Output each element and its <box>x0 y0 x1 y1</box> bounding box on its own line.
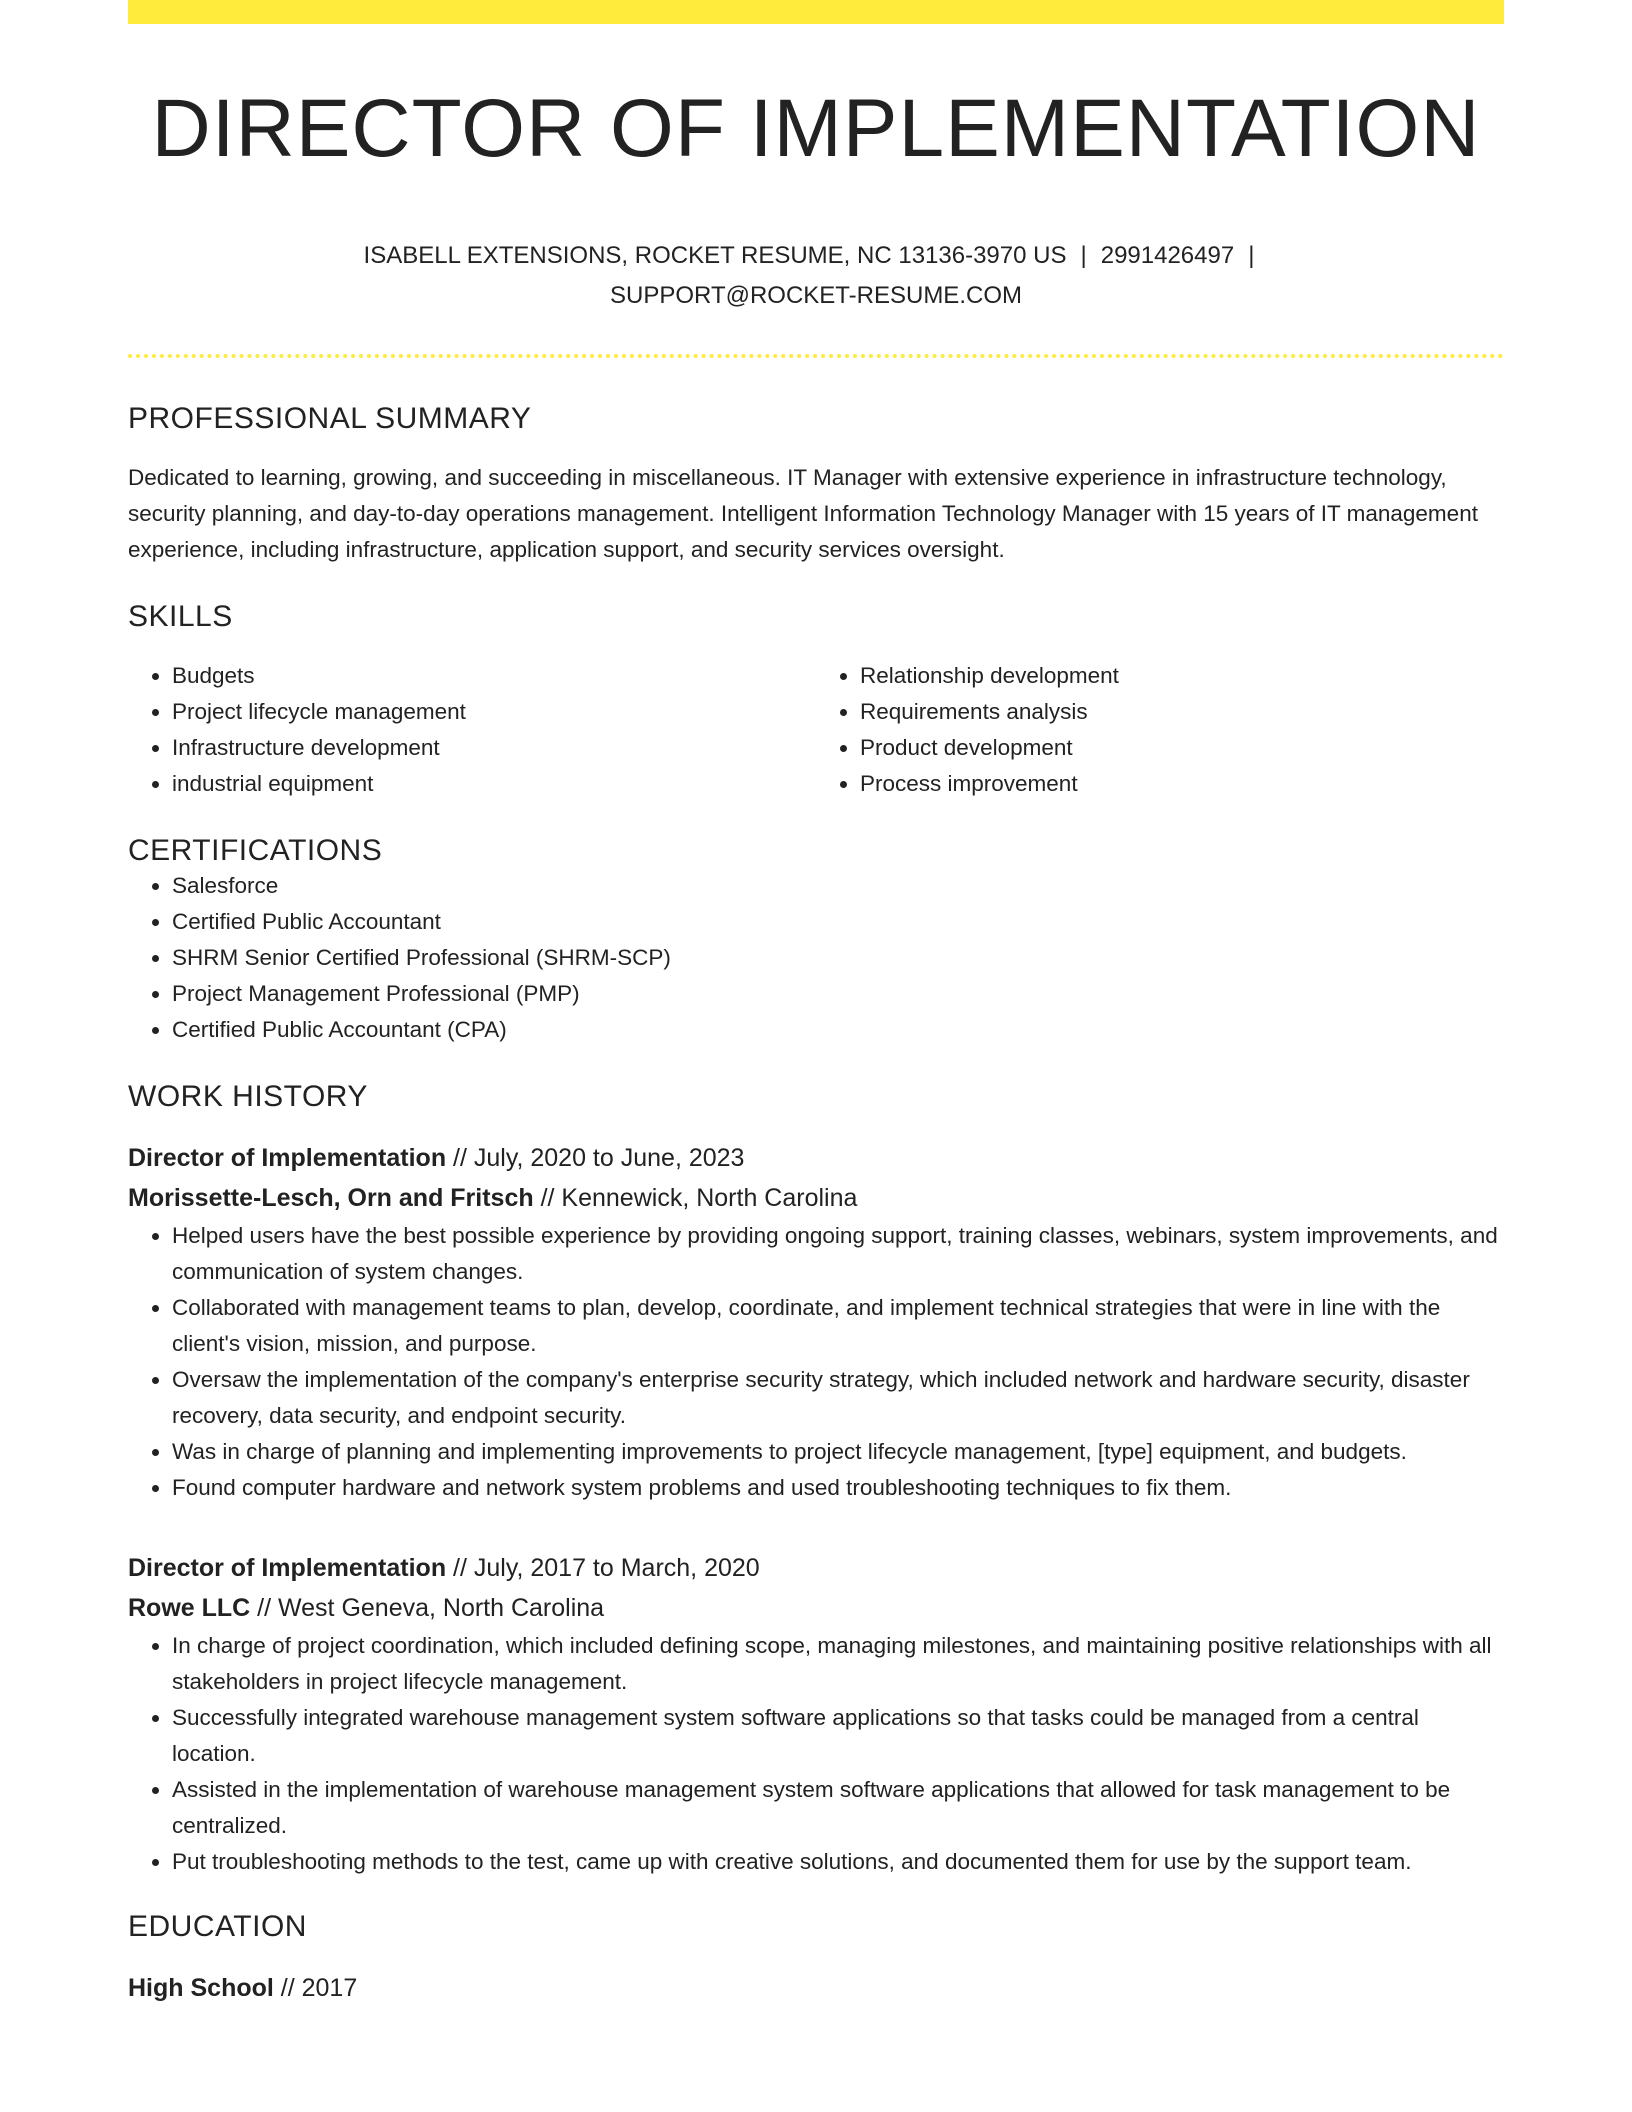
job-dates: // July, 2020 to June, 2023 <box>446 1144 745 1173</box>
contact-address: ISABELL EXTENSIONS, ROCKET RESUME, NC 13136-3970 US <box>363 242 1067 270</box>
job-entry <box>128 1548 1504 1880</box>
certification-item: • Certified Public Accountant (CPA) <box>172 1012 1504 1048</box>
job-bullets <box>128 1628 1504 1880</box>
certifications-list <box>128 868 1504 1048</box>
summary-heading: PROFESSIONAL SUMMARY <box>128 402 532 436</box>
job-bullet: • Helped users have the best possible experience by providing ongoing support, training classes, webinars, system improvements, and communication of system changes. <box>172 1218 1504 1290</box>
skill-item: • Requirements analysis <box>860 694 1504 730</box>
education-school: High School <box>128 1974 274 2003</box>
contact-line-2 <box>128 276 1504 316</box>
contact-separator: | <box>1248 242 1255 270</box>
job-location: // West Geneva, North Carolina <box>250 1594 605 1623</box>
job-company-line <box>128 1178 1504 1218</box>
job-title: Director of Implementation <box>128 1144 447 1173</box>
job-bullet: • Found computer hardware and network system problems and used troubleshooting techniques to fix them. <box>172 1470 1504 1506</box>
skills-column-right <box>816 658 1504 802</box>
page-title: DIRECTOR OF IMPLEMENTATION <box>151 83 1481 174</box>
certification-item: • Salesforce <box>172 868 1504 904</box>
accent-top-bar <box>128 0 1504 24</box>
job-bullet: • Oversaw the implementation of the company's enterprise security strategy, which included network and hardware security, disaster recovery, data security, and endpoint security. <box>172 1362 1504 1434</box>
job-dates: // July, 2017 to March, 2020 <box>446 1554 760 1583</box>
contact-line-1 <box>128 236 1504 276</box>
education-entry <box>128 1968 1504 2008</box>
job-company: Morissette-Lesch, Orn and Fritsch <box>128 1184 534 1213</box>
skills-heading: SKILLS <box>128 600 233 634</box>
skill-item: • industrial equipment <box>172 766 816 802</box>
certification-item: • Certified Public Accountant <box>172 904 1504 940</box>
contact-separator: | <box>1080 242 1087 270</box>
certification-item: • SHRM Senior Certified Professional (SHRM-SCP) <box>172 940 1504 976</box>
dotted-divider <box>128 354 1504 358</box>
contact-email: SUPPORT@ROCKET-RESUME.COM <box>610 282 1022 310</box>
skills-grid <box>128 658 1504 802</box>
skills-list-left <box>128 658 816 802</box>
work-history-heading: WORK HISTORY <box>128 1080 368 1114</box>
skills-column-left <box>128 658 816 802</box>
job-title-line <box>128 1548 1504 1588</box>
skill-item: • Relationship development <box>860 658 1504 694</box>
skills-list-right <box>816 658 1504 802</box>
certification-item: • Project Management Professional (PMP) <box>172 976 1504 1012</box>
skill-item: • Product development <box>860 730 1504 766</box>
job-title-line <box>128 1138 1504 1178</box>
job-bullet: • In charge of project coordination, which included defining scope, managing milestones, and maintaining positive relationships with all stakeholders in project lifecycle management. <box>172 1628 1504 1700</box>
job-company: Rowe LLC <box>128 1594 251 1623</box>
skill-item: • Process improvement <box>860 766 1504 802</box>
job-title: Director of Implementation <box>128 1554 447 1583</box>
job-bullet: • Successfully integrated warehouse management system software applications so that tasks could be managed from a central location. <box>172 1700 1504 1772</box>
summary-text: Dedicated to learning, growing, and succeeding in miscellaneous. IT Manager with extensive experience in infrastructure technology, security planning, and day-to-day operations management. Intelligent Information Technology Manager with 15 years of IT management experience, including infrastructure, application support, and security services oversight. <box>128 465 1478 563</box>
job-bullets <box>128 1218 1504 1506</box>
skill-item: • Budgets <box>172 658 816 694</box>
resume-page <box>128 0 1504 2008</box>
education-year: // 2017 <box>273 1974 358 2003</box>
skill-item: • Project lifecycle management <box>172 694 816 730</box>
job-entry <box>128 1138 1504 1506</box>
job-location: // Kennewick, North Carolina <box>533 1184 858 1213</box>
job-bullet: • Collaborated with management teams to plan, develop, coordinate, and implement technical strategies that were in line with the client's vision, mission, and purpose. <box>172 1290 1504 1362</box>
job-bullet: • Assisted in the implementation of warehouse management system software applications that allowed for task management to be centralized. <box>172 1772 1504 1844</box>
skill-item: • Infrastructure development <box>172 730 816 766</box>
job-company-line <box>128 1588 1504 1628</box>
job-bullet: • Put troubleshooting methods to the test, came up with creative solutions, and documented them for use by the support team. <box>172 1844 1504 1880</box>
contact-phone: 2991426497 <box>1100 242 1235 270</box>
job-bullet: • Was in charge of planning and implementing improvements to project lifecycle management, [type] equipment, and budgets. <box>172 1434 1504 1470</box>
education-heading: EDUCATION <box>128 1910 307 1944</box>
certifications-heading: CERTIFICATIONS <box>128 834 383 868</box>
contact-info <box>128 236 1504 316</box>
